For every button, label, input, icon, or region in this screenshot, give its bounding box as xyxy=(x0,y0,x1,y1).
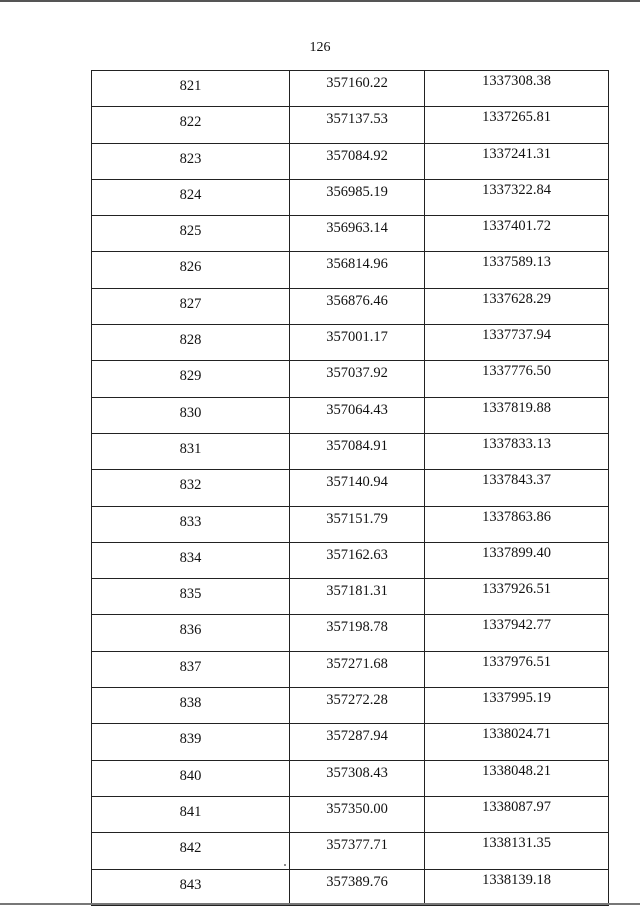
table-row xyxy=(92,869,609,905)
y-coordinate-cell: 1337926.51 xyxy=(425,579,609,615)
y-coordinate-cell: 1337589.13 xyxy=(425,252,609,288)
x-coordinate-cell: 357084.92 xyxy=(290,143,425,179)
y-coordinate-cell: 1337776.50 xyxy=(425,361,609,397)
y-coordinate-cell: 1338087.97 xyxy=(425,796,609,832)
point-number-cell: 828 xyxy=(92,325,290,361)
y-coordinate-cell: 1337899.40 xyxy=(425,542,609,578)
point-number-cell: 827 xyxy=(92,288,290,324)
x-coordinate-cell: 357389.76 xyxy=(290,869,425,905)
table-row xyxy=(92,651,609,687)
x-coordinate-cell: 356963.14 xyxy=(290,216,425,252)
y-coordinate-cell: 1338024.71 xyxy=(425,724,609,760)
table-row xyxy=(92,216,609,252)
point-number-cell: 834 xyxy=(92,542,290,578)
point-number-cell: 824 xyxy=(92,179,290,215)
y-coordinate-cell: 1338139.18 xyxy=(425,869,609,905)
y-coordinate-cell: 1337322.84 xyxy=(425,179,609,215)
x-coordinate-cell: 356876.46 xyxy=(290,288,425,324)
table-row xyxy=(92,397,609,433)
point-number-cell: 825 xyxy=(92,216,290,252)
y-coordinate-cell: 1337995.19 xyxy=(425,688,609,724)
table-row xyxy=(92,325,609,361)
point-number-cell: 840 xyxy=(92,760,290,796)
x-coordinate-cell: 357377.71 xyxy=(290,833,425,869)
y-coordinate-cell: 1337265.81 xyxy=(425,107,609,143)
point-number-cell: 832 xyxy=(92,470,290,506)
table-row xyxy=(92,433,609,469)
x-coordinate-cell: 357037.92 xyxy=(290,361,425,397)
y-coordinate-cell: 1337241.31 xyxy=(425,143,609,179)
y-coordinate-cell: 1337628.29 xyxy=(425,288,609,324)
table-row xyxy=(92,71,609,107)
y-coordinate-cell: 1337401.72 xyxy=(425,216,609,252)
y-coordinate-cell: 1337976.51 xyxy=(425,651,609,687)
x-coordinate-cell: 357001.17 xyxy=(290,325,425,361)
y-coordinate-cell: 1337863.86 xyxy=(425,506,609,542)
page-number: 126 xyxy=(309,40,331,55)
table-row xyxy=(92,143,609,179)
y-coordinate-cell: 1337737.94 xyxy=(425,325,609,361)
x-coordinate-cell: 357271.68 xyxy=(290,651,425,687)
x-coordinate-cell: 357064.43 xyxy=(290,397,425,433)
x-coordinate-cell: 356814.96 xyxy=(290,252,425,288)
y-coordinate-cell: 1337833.13 xyxy=(425,433,609,469)
point-number-cell: 823 xyxy=(92,143,290,179)
coordinate-table-body xyxy=(92,71,609,906)
point-number-cell: 829 xyxy=(92,361,290,397)
table-row xyxy=(92,107,609,143)
page-top-edge xyxy=(0,0,640,2)
x-coordinate-cell: 357350.00 xyxy=(290,796,425,832)
x-coordinate-cell: 357084.91 xyxy=(290,433,425,469)
x-coordinate-cell: 357198.78 xyxy=(290,615,425,651)
y-coordinate-cell: 1337308.38 xyxy=(425,71,609,107)
table-row xyxy=(92,833,609,869)
table-row xyxy=(92,542,609,578)
table-row xyxy=(92,615,609,651)
table-row xyxy=(92,724,609,760)
point-number-cell: 838 xyxy=(92,688,290,724)
point-number-cell: 843 xyxy=(92,869,290,905)
point-number-cell: 839 xyxy=(92,724,290,760)
table-row xyxy=(92,796,609,832)
table-row xyxy=(92,361,609,397)
table-row xyxy=(92,288,609,324)
x-coordinate-cell: 356985.19 xyxy=(290,179,425,215)
point-number-cell: 831 xyxy=(92,433,290,469)
point-number-cell: 822 xyxy=(92,107,290,143)
point-number-cell: 821 xyxy=(92,71,290,107)
point-number-cell: 826 xyxy=(92,252,290,288)
point-number-cell: 830 xyxy=(92,397,290,433)
table-row xyxy=(92,760,609,796)
table-row xyxy=(92,470,609,506)
point-number-cell: 837 xyxy=(92,651,290,687)
table-row xyxy=(92,179,609,215)
x-coordinate-cell: 357181.31 xyxy=(290,579,425,615)
point-number-cell: 835 xyxy=(92,579,290,615)
x-coordinate-cell: 357137.53 xyxy=(290,107,425,143)
point-number-cell: 833 xyxy=(92,506,290,542)
x-coordinate-cell: 357272.28 xyxy=(290,688,425,724)
x-coordinate-cell: 357140.94 xyxy=(290,470,425,506)
y-coordinate-cell: 1337942.77 xyxy=(425,615,609,651)
y-coordinate-cell: 1337843.37 xyxy=(425,470,609,506)
x-coordinate-cell: 357162.63 xyxy=(290,542,425,578)
y-coordinate-cell: 1337819.88 xyxy=(425,397,609,433)
y-coordinate-cell: 1338131.35 xyxy=(425,833,609,869)
table-row xyxy=(92,252,609,288)
table-row xyxy=(92,506,609,542)
x-coordinate-cell: 357308.43 xyxy=(290,760,425,796)
y-coordinate-cell: 1338048.21 xyxy=(425,760,609,796)
coordinate-table xyxy=(91,70,609,906)
table-row xyxy=(92,688,609,724)
table-row xyxy=(92,579,609,615)
point-number-cell: 841 xyxy=(92,796,290,832)
scan-speck xyxy=(284,864,286,866)
x-coordinate-cell: 357160.22 xyxy=(290,71,425,107)
x-coordinate-cell: 357287.94 xyxy=(290,724,425,760)
point-number-cell: 842 xyxy=(92,833,290,869)
point-number-cell: 836 xyxy=(92,615,290,651)
x-coordinate-cell: 357151.79 xyxy=(290,506,425,542)
